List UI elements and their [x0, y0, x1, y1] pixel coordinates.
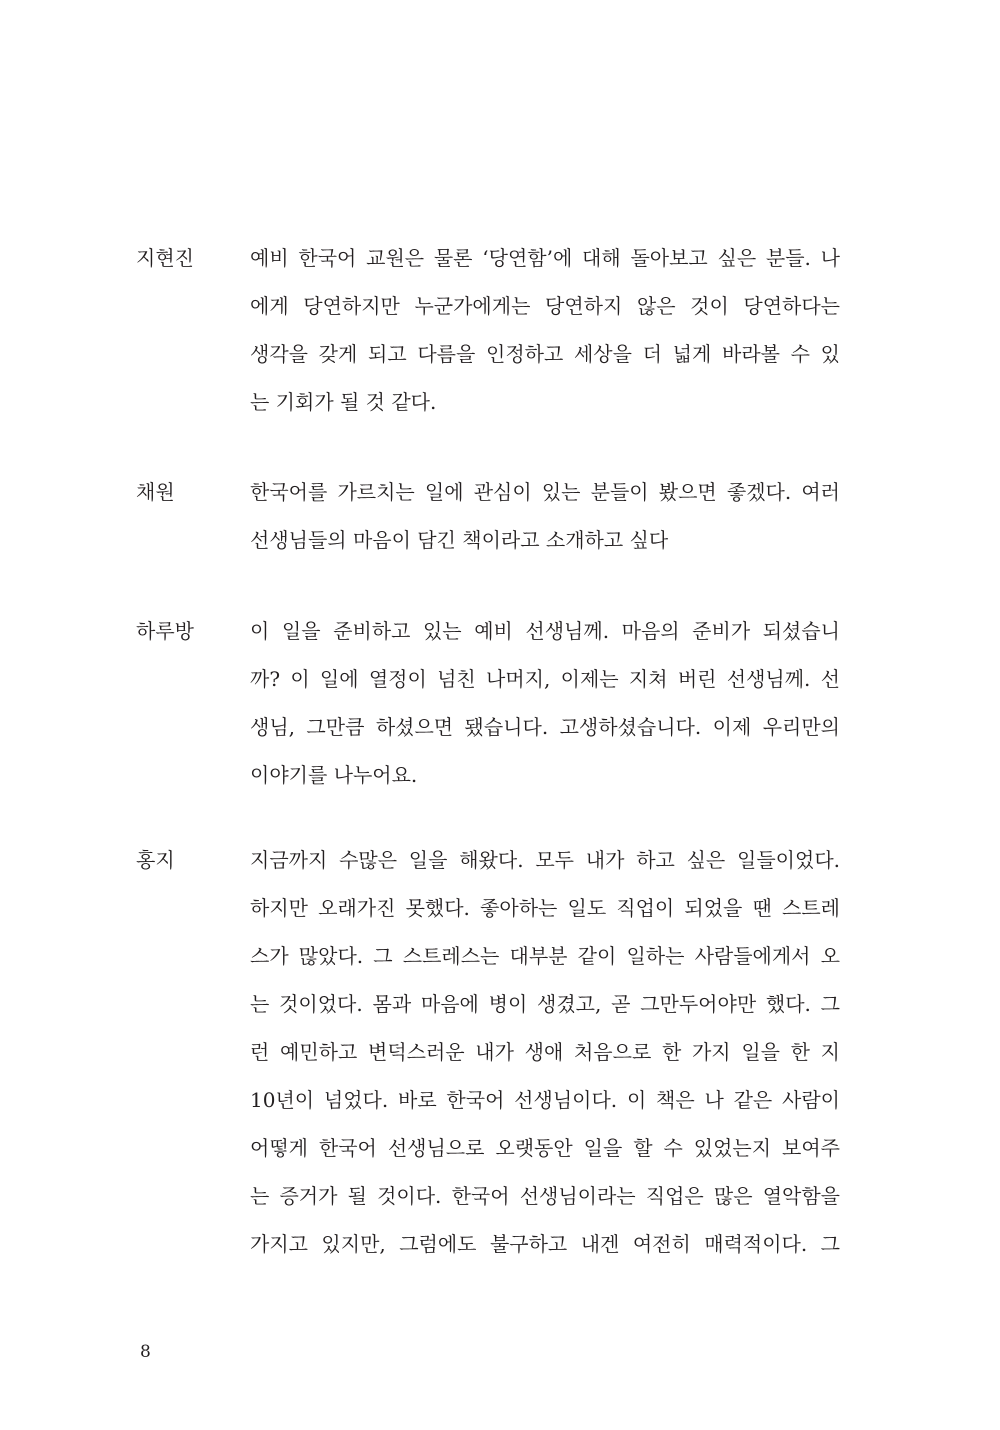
reviewer-name: 채원	[136, 480, 175, 504]
body-line: 생님, 그만큼 하셨으면 됐습니다. 고생하셨습니다. 이제 우리만의	[250, 715, 840, 739]
reviewer-name: 지현진	[136, 246, 194, 270]
page-number: 8	[140, 1342, 151, 1362]
body-line: 한국어를 가르치는 일에 관심이 있는 분들이 봤으면 좋겠다. 여러	[250, 480, 840, 504]
reviewer-name: 하루방	[136, 619, 194, 643]
body-line: 생각을 갖게 되고 다름을 인정하고 세상을 더 넓게 바라볼 수 있	[250, 342, 840, 366]
body-line: 하지만 오래가진 못했다. 좋아하는 일도 직업이 되었을 땐 스트레	[250, 896, 840, 920]
body-line: 가지고 있지만, 그럼에도 불구하고 내겐 여전히 매력적이다. 그	[250, 1232, 840, 1256]
body-line: 선생님들의 마음이 담긴 책이라고 소개하고 싶다	[250, 528, 669, 552]
body-line: 어떻게 한국어 선생님으로 오랫동안 일을 할 수 있었는지 보여주	[250, 1136, 840, 1160]
body-line: 에게 당연하지만 누군가에게는 당연하지 않은 것이 당연하다는	[250, 294, 840, 318]
body-line: 지금까지 수많은 일을 해왔다. 모두 내가 하고 싶은 일들이었다.	[250, 848, 840, 872]
body-line: 10년이 넘었다. 바로 한국어 선생님이다. 이 책은 나 같은 사람이	[250, 1088, 840, 1112]
body-line: 는 증거가 될 것이다. 한국어 선생님이라는 직업은 많은 열악함을	[250, 1184, 840, 1208]
body-line: 는 기회가 될 것 같다.	[250, 390, 437, 414]
body-line: 런 예민하고 변덕스러운 내가 생애 처음으로 한 가지 일을 한 지	[250, 1040, 840, 1064]
body-line: 이야기를 나누어요.	[250, 763, 418, 787]
body-line: 까? 이 일에 열정이 넘친 나머지, 이제는 지쳐 버린 선생님께. 선	[250, 667, 840, 691]
reviewer-name: 홍지	[136, 848, 175, 872]
body-line: 스가 많았다. 그 스트레스는 대부분 같이 일하는 사람들에게서 오	[250, 944, 840, 968]
body-line: 는 것이었다. 몸과 마음에 병이 생겼고, 곧 그만두어야만 했다. 그	[250, 992, 840, 1016]
body-line: 이 일을 준비하고 있는 예비 선생님께. 마음의 준비가 되셨습니	[250, 619, 840, 643]
body-line: 예비 한국어 교원은 물론 ‘당연함’에 대해 돌아보고 싶은 분들. 나	[250, 246, 840, 270]
